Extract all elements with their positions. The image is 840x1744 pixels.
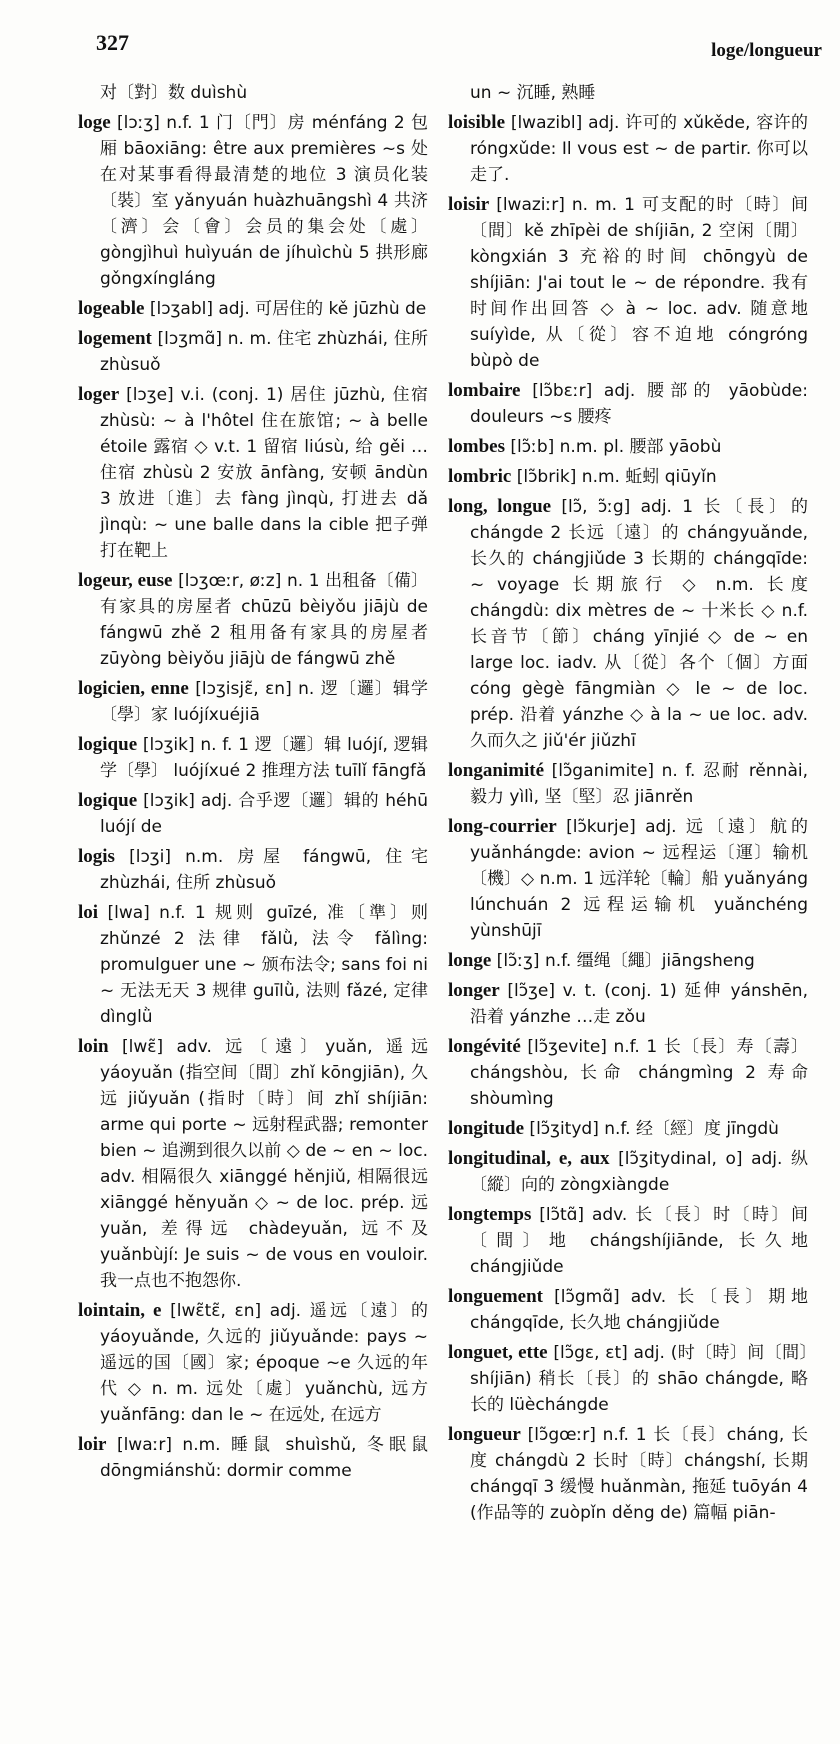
entry-definition: [lɔʒisjɛ̃, ɛn] n. 逻〔邏〕辑学〔學〕家 luójíxuéjiā <box>100 679 428 725</box>
headword: loi <box>78 902 99 923</box>
entry-definition: [lɔ̃ʒe] v. t. (conj. 1) 延伸 yánshēn, 沿着 yánzhe …走 zǒu <box>470 981 808 1027</box>
dictionary-entry <box>78 676 428 728</box>
dictionary-entry <box>78 1034 428 1294</box>
guide-words: loge/longueur <box>711 40 822 61</box>
headword: loger <box>78 384 120 405</box>
headword: longuet, ette <box>448 1342 548 1363</box>
dictionary-entry <box>448 1034 808 1112</box>
dictionary-entry <box>448 494 808 754</box>
headword: long, longue <box>448 496 552 517</box>
dictionary-entry <box>78 732 428 784</box>
dictionary-entry <box>448 1116 808 1142</box>
headword: loge <box>78 112 111 133</box>
headword: logis <box>78 846 115 867</box>
headword: logement <box>78 328 152 349</box>
entry-definition: [lɔʒabl] adj. 可居住的 kě jūzhù de <box>144 299 427 319</box>
dictionary-entry <box>448 1284 808 1336</box>
entry-definition: [lɔ̃ːʒ] n.f. 缰绳〔繩〕jiāngsheng <box>491 951 755 971</box>
headword: lombric <box>448 466 512 487</box>
dictionary-entry <box>448 978 808 1030</box>
entry-definition: [lwɛ̃] adv. 远〔遠〕yuǎn, 遥远 yáoyuǎn (指空间〔間〕zhǐ kōngjiān), 久远 jiǔyuǎn (指时〔時〕间 zhǐ shíjiān: arme qui porte ~ 远射程武器; remonter bien ~ 追溯到很久以前 ◇ de ~ en ~ loc. adv. 相隔很久 xiānggé hěnjiǔ, 相隔很远 xiānggé hěnyuǎn ◇ ~ de loc. prép. 远 yuǎn, 差得远 chàdeyuǎn, 远不及 yuǎnbùjí: Je suis ~ de vous en vouloir. 我一点也不抱怨你. <box>100 1037 428 1291</box>
dictionary-entry <box>78 1432 428 1484</box>
dictionary-entry <box>78 788 428 840</box>
headword: lointain, e <box>78 1300 162 1321</box>
headword: loir <box>78 1434 107 1455</box>
entry-definition: [lɔ̃gmɑ̃] adv. 长〔長〕期地 chángqīde, 长久地 chángjiǔde <box>470 1287 808 1333</box>
headword: longévité <box>448 1036 521 1057</box>
dictionary-entry <box>448 758 808 810</box>
headword: longanimité <box>448 760 545 781</box>
dictionary-entry <box>78 326 428 378</box>
headword: longitude <box>448 1118 525 1139</box>
entry-definition: [lɔ̃ʒityd] n.f. 经〔經〕度 jīngdù <box>524 1119 779 1139</box>
headword: longuement <box>448 1286 543 1307</box>
dictionary-entry <box>78 1298 428 1428</box>
dictionary-entry <box>448 1340 808 1418</box>
dictionary-entry <box>448 814 808 944</box>
entry-definition: [lɔ̃ʒitydinal, o] adj. 纵〔縱〕向的 zòngxiàngde <box>470 1149 808 1195</box>
dictionary-entry <box>448 1202 808 1280</box>
dictionary-entry <box>78 568 428 672</box>
headword: long-courrier <box>448 816 557 837</box>
entry-definition: [lɔːʒ] n.f. 1 门〔門〕房 ménfáng 2 包厢 bāoxiāng: être aux premières ~s 处在对某事看得最清楚的地位 3 演员化装〔裝〕室 yǎnyuán huàzhuāngshì 4 共济〔濟〕会〔會〕会员的集会处〔處〕gòngjìhuì huìyuán de jíhuìchù 5 拱形廊 gǒngxíngláng <box>100 113 428 289</box>
headword: lombes <box>448 436 505 457</box>
entry-definition: [lwa] n.f. 1 规则 guīzé, 准〔準〕则 zhǔnzé 2 法律 fǎlǜ, 法令 fǎlìng: promulguer une ~ 颁布法令; sans foi ni ~ 无法无天 3 规律 guīlǜ, 法则 fǎzé, 定律 dìnglǜ <box>98 903 428 1027</box>
entry-definition: [lɔ̃brik] n.m. 蚯蚓 qiūyǐn <box>511 467 717 487</box>
dictionary-entry <box>448 434 808 460</box>
entry-definition: [lɔ̃gœːr] n.f. 1 长〔長〕cháng, 长度 chángdù 2 长时〔時〕chángshí, 长期 chángqī 3 缓慢 huǎnmàn, 拖延 tuōyán 4 (作品等的 zuòpǐn děng de) 篇幅 piān- <box>470 1425 808 1523</box>
headword: logeur, euse <box>78 570 173 591</box>
headword: loin <box>78 1036 109 1057</box>
entry-definition: [lwaːr] n.m. 睡鼠 shuìshǔ, 冬眠鼠 dōngmiánshǔ: dormir comme <box>100 1435 428 1481</box>
right-column <box>448 80 808 1530</box>
page-number: 327 <box>96 30 129 55</box>
entry-definition: [lɔ̃ganimite] n. f. 忍耐 rěnnài, 毅力 yìlì, 坚〔堅〕忍 jiānrěn <box>470 761 808 807</box>
headword: logeable <box>78 298 145 319</box>
headword: logique <box>78 790 138 811</box>
entry-continuation: 对〔對〕数 duìshù <box>100 83 248 103</box>
headword: loisible <box>448 112 506 133</box>
entry-definition: [lɔʒmɑ̃] n. m. 住宅 zhùzhái, 住所 zhùsuǒ <box>100 329 428 375</box>
dictionary-entry <box>448 192 808 374</box>
headword: longitudinal, e, aux <box>448 1148 610 1169</box>
entry-definition: [lɔ̃gɛ, ɛt] adj. (时〔時〕间〔間〕shíjiān) 稍长〔長〕的 shāo chángde, 略长的 lüèchángde <box>470 1343 808 1415</box>
dictionary-entry <box>78 900 428 1030</box>
headword: longe <box>448 950 492 971</box>
headword: longer <box>448 980 500 1001</box>
entry-definition: [lɔ̃ʒevite] n.f. 1 长〔長〕寿〔壽〕chángshòu, 长命 chángmìng 2 寿命 shòumìng <box>470 1037 808 1109</box>
dictionary-entry <box>448 378 808 430</box>
dictionary-entry <box>448 1146 808 1198</box>
entry-definition: [lɔʒi] n.m. 房屋 fángwū, 住宅 zhùzhái, 住所 zhùsuǒ <box>100 847 428 893</box>
dictionary-entry <box>78 296 428 322</box>
entry-definition: [lɔʒik] n. f. 1 逻〔邏〕辑 luójí, 逻辑学〔學〕 luójíxué 2 推理方法 tuīlǐ fāngfǎ <box>100 735 428 781</box>
dictionary-entry <box>448 110 808 188</box>
entry-definition: [lɔʒe] v.i. (conj. 1) 居住 jūzhù, 住宿 zhùsù: ~ à l'hôtel 住在旅馆; ~ à belle étoile 露宿 ◇ v.t. 1 留宿 liúsù, 给 gěi … 住宿 zhùsù 2 安放 ānfàng, 安顿 āndùn 3 放进〔進〕去 fàng jìnqù, 打进去 dǎ jìnqù: ~ une balle dans la cible 把子弹打在靶上 <box>100 385 428 561</box>
entry-definition: [lɔ̃ːb] n.m. pl. 腰部 yāobù <box>505 437 722 457</box>
headword: longtemps <box>448 1204 532 1225</box>
dictionary-entry <box>78 382 428 564</box>
dictionary-entry <box>78 110 428 292</box>
entry-definition: [lɔʒœːr, øːz] n. 1 出租备〔備〕有家具的房屋者 chūzū bèiyǒu jiājù de fángwū zhě 2 租用备有家具的房屋者 zūyòng bèiyǒu jiājù de fángwū zhě <box>100 571 428 669</box>
entry-definition: [lɔ̃bɛːr] adj. 腰部的 yāobùde: douleurs ~s 腰疼 <box>470 381 808 427</box>
entry-definition: [lɔ̃, ɔ̃ːg] adj. 1 长〔長〕的 chángde 2 长远〔遠〕的 chángyuǎnde, 长久的 chángjiǔde 3 长期的 chángqīde: ~ voyage 长期旅行 ◇ n.m. 长度 chángdù: dix mètres de ~ 十米长 ◇ n.f. 长音节〔節〕cháng yīnjié ◇ de ~ en large loc. iadv. 从〔從〕各个〔個〕方面 cóng gègè fāngmiàn ◇ le ~ de loc. prép. 沿着 yánzhe ◇ à la ~ ue loc. adv. 久而久之 jiǔ'ér jiǔzhī <box>470 497 808 751</box>
headword: lombaire <box>448 380 521 401</box>
headword: logique <box>78 734 138 755</box>
entry-definition: [lwazibl] adj. 许可的 xǔkěde, 容许的 róngxǔde: Il vous est ~ de partir. 你可以走了. <box>470 113 808 185</box>
dictionary-entry <box>448 948 808 974</box>
dictionary-entry <box>448 464 808 490</box>
headword: loisir <box>448 194 490 215</box>
entry-definition: [lwaziːr] n. m. 1 可支配的时〔時〕间〔間〕kě zhīpèi de shíjiān, 2 空闲〔閒〕kòngxián 3 充裕的时间 chōngyù de shíjiān: J'ai tout le ~ de répondre. 我有时间作出回答 ◇ à ~ loc. adv. 随意地 suíyìde, 从〔從〕容不迫地 cóngróng bùpò de <box>470 195 808 371</box>
headword: logicien, enne <box>78 678 189 699</box>
entry-definition: [lwɛ̃tɛ̃, ɛn] adj. 遥远〔遠〕的 yáoyuǎnde, 久远的 jiǔyuǎnde: pays ~ 遥远的国〔國〕家; époque ~e 久远的年代 ◇ n. m. 远处〔處〕yuǎnchù, 远方 yuǎnfāng: dan le ~ 在远处, 在远方 <box>100 1301 428 1425</box>
entry-definition: [lɔʒik] adj. 合乎逻〔邏〕辑的 héhū luójí de <box>100 791 428 837</box>
entry-definition: [lɔ̃tɑ̃] adv. 长〔長〕时〔時〕间〔間〕地 chángshíjiānde, 长久地 chángjiǔde <box>470 1205 808 1277</box>
left-column <box>78 80 428 1488</box>
dictionary-entry <box>78 844 428 896</box>
entry-continuation: un ~ 沉睡, 熟睡 <box>470 83 596 103</box>
dictionary-entry <box>448 1422 808 1526</box>
headword: longueur <box>448 1424 521 1445</box>
entry-definition: [lɔ̃kurje] adj. 远〔遠〕航的 yuǎnhángde: avion ~ 远程运〔運〕输机〔機〕◇ n.m. 1 远洋轮〔輪〕船 yuǎnyáng lúnchuán 2 远程运输机 yuǎnchéng yùnshūjī <box>470 817 808 941</box>
